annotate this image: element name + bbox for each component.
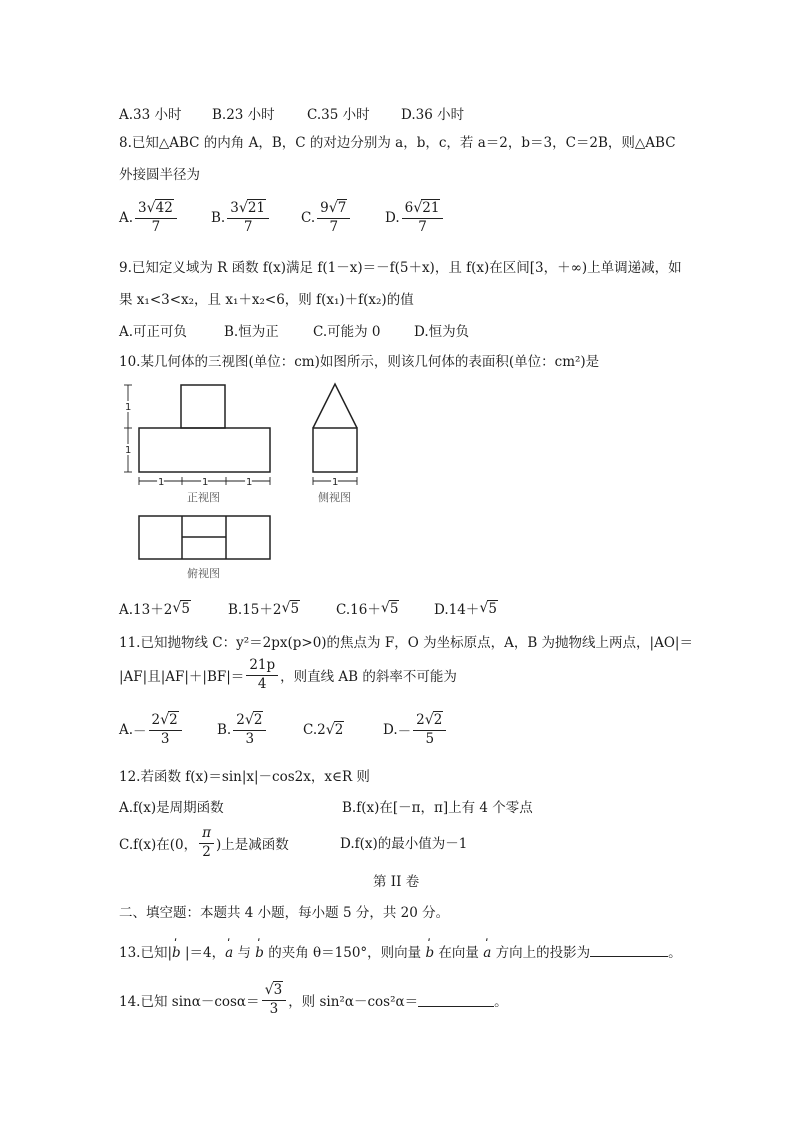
q8-option-a: A. $\frac{3√42}{7}$ [119, 200, 211, 235]
q11-fraction: $\frac{21p}{4}$ [246, 658, 278, 692]
dim-label: 1 [158, 477, 165, 488]
q10-option-a: A.13＋2 √ 5 [119, 600, 190, 618]
q12-option-d: D.f(x)的最小值为－1 [340, 836, 468, 852]
dim-label: 1 [202, 477, 209, 488]
q9-option-a: A.可正可负 [119, 324, 188, 340]
part2-title: 第 II 卷 [373, 874, 420, 890]
q11-option-c: C. 2 √ 2 [303, 721, 344, 739]
q9-stem-line1: 9.已知定义域为 R 函数 f(x)满足 f(1－x)＝－f(5＋x)，且 f(x)在区间[3，＋∞)上单调递减，如 [119, 260, 682, 276]
q8-option-c: C. $\frac{9√7}{7}$ [301, 200, 385, 235]
section2-heading: 二、填空题：本题共 4 小题，每小题 5 分，共 20 分。 [119, 905, 450, 921]
top-view-rect [139, 516, 270, 559]
front-view-label: 正视图 [187, 491, 220, 504]
q8-stem-line2: 外接圆半径为 [119, 167, 200, 183]
q12-stem: 12.若函数 f(x)＝sin|x|－cos2x，x∈R 则 [119, 769, 370, 785]
q10-options [119, 598, 498, 618]
q8-d-fraction: $\frac{6√21}{7}$ [402, 200, 444, 235]
q9-stem-line2: 果 x₁<3<x₂，且 x₁＋x₂<6，则 f(x₁)＋f(x₂)的值 [119, 292, 414, 308]
side-view-triangle [313, 384, 357, 428]
q12-option-a: A.f(x)是周期函数 [119, 800, 224, 816]
front-view-base-rect [139, 428, 270, 472]
q13-stem: 13.已知|ˈ b |＝4，ˈ a 与 ˈ b 的夹角 θ＝150°，则向量 ˈ b 在向量 ˈ a 方向上的投影为 。 [119, 942, 682, 963]
q11-option-a: A. － $\frac{2√2}{3}$ [119, 712, 217, 747]
q10-option-c: C.16＋ √ 5 [336, 600, 399, 618]
vector-b: ˈ b [425, 943, 434, 963]
dim-label: 1 [125, 445, 132, 456]
vector-a: ˈ a [225, 943, 233, 963]
q11-option-b: B. $\frac{2√2}{3}$ [217, 712, 303, 747]
vector-a: ˈ a [483, 943, 491, 963]
dim-label: 1 [125, 402, 132, 413]
q8-option-d: D. $\frac{6√21}{7}$ [385, 200, 445, 235]
q7-option-a: A.33 小时 [119, 107, 182, 123]
q11-options [119, 712, 448, 747]
q9-option-d: D.恒为负 [414, 324, 470, 340]
q9-option-b: B.恒为正 [224, 324, 279, 340]
q8-c-fraction: $\frac{9√7}{7}$ [317, 200, 350, 235]
front-view-top-square [181, 385, 225, 428]
q7-option-b: B.23 小时 [212, 107, 275, 123]
answer-blank[interactable] [590, 942, 668, 957]
q10-option-d: D.14＋ √ 5 [434, 600, 497, 618]
q8-b-fraction: $\frac{3√21}{7}$ [227, 200, 269, 235]
q9-option-c: C.可能为 0 [313, 324, 381, 340]
q11-stem-line2: |AF|且|AF|＋|BF|＝ $\frac{21p}{4}$ ，则直线 AB 的斜率不可能为 [119, 657, 457, 692]
q8-a-fraction: $\frac{3√42}{7}$ [135, 200, 177, 235]
side-view-label: 侧视图 [318, 491, 351, 504]
top-view-label: 俯视图 [187, 567, 220, 580]
dim-label: 1 [246, 477, 253, 488]
q8-stem-line1: 8.已知△ABC 的内角 A，B，C 的对边分别为 a，b，c，若 a＝2，b＝3，C＝2B，则△ABC [119, 135, 676, 151]
q11-stem-line1: 11.已知抛物线 C：y²＝2px(p>0)的焦点为 F，O 为坐标原点，A，B 为抛物线上两点，|AO|＝ [119, 635, 693, 651]
q11-option-d: D. － $\frac{2√2}{5}$ [383, 712, 448, 747]
q7-options [119, 103, 464, 123]
vector-b: ˈ b [172, 943, 181, 963]
side-view-square [313, 428, 357, 472]
q12-option-b: B.f(x)在[－π，π]上有 4 个零点 [342, 800, 533, 816]
dim-label: 1 [332, 477, 339, 488]
answer-blank[interactable] [418, 992, 494, 1007]
q10-stem: 10.某几何体的三视图(单位：cm)如图所示，则该几何体的表面积(单位：cm²)是 [119, 354, 600, 370]
q14-stem: 14.已知 sinα－cosα＝ $\frac{√3}{3}$ ，则 sin²α－cos²α＝ 。 [119, 982, 508, 1017]
vector-b: ˈ b [255, 943, 264, 963]
q8-options [119, 200, 445, 235]
q9-options [119, 320, 469, 340]
q7-option-c: C.35 小时 [307, 107, 370, 123]
q7-option-d: D.36 小时 [401, 107, 465, 123]
q12-option-c: C.f(x)在(0， $\frac{\pi}{2}$ )上是减函数 [119, 825, 289, 860]
q10-option-b: B.15＋2 √ 5 [228, 600, 300, 618]
q8-option-b: B. $\frac{3√21}{7}$ [211, 200, 301, 235]
